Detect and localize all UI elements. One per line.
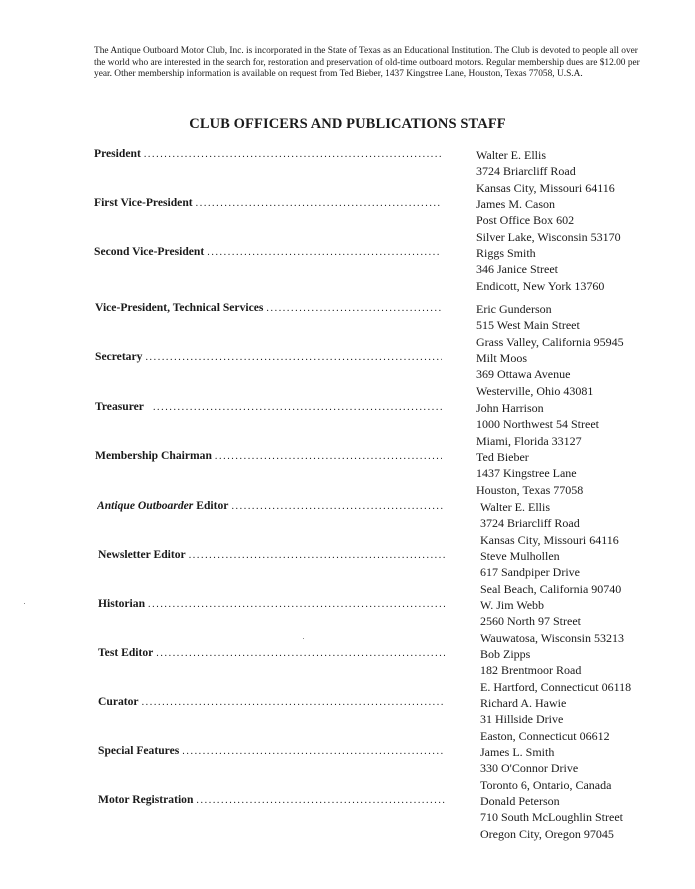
- officer-street: 330 O'Connor Drive: [480, 761, 579, 776]
- officer-address: [480, 499, 680, 548]
- officer-title-text: First Vice-President: [94, 196, 193, 209]
- dot-leader: [142, 697, 445, 708]
- officer-title-text: Curator: [98, 695, 139, 708]
- officer-address: [476, 196, 676, 245]
- dot-leader: [266, 303, 442, 314]
- officer-title: [98, 597, 445, 610]
- officer-name: Bob Zipps: [480, 647, 531, 661]
- officer-city: Kansas City, Missouri 64116: [476, 180, 615, 195]
- officer-title: [98, 548, 445, 561]
- officer-street: 3724 Briarcliff Road: [476, 164, 576, 179]
- officer-street: 515 West Main Street: [476, 318, 580, 333]
- dot-leader: [189, 550, 445, 561]
- officer-address: [480, 597, 680, 646]
- officer-title-text: Treasurer: [95, 400, 144, 413]
- officer-title-text: Historian: [98, 597, 146, 610]
- officer-title: [94, 147, 441, 160]
- officer-address: [480, 548, 680, 597]
- officer-address: [480, 646, 680, 695]
- officer-name: Milt Moos: [476, 351, 528, 365]
- dot-leader: [196, 795, 445, 806]
- officer-street: 710 South McLoughlin Street: [480, 810, 623, 825]
- officer-street: 3724 Briarcliff Road: [480, 516, 580, 531]
- officer-title-text: Special Features: [98, 744, 180, 757]
- officer-address: [476, 147, 676, 196]
- officer-address: [480, 695, 680, 744]
- officer-title: [95, 350, 442, 363]
- scan-speck: [303, 638, 304, 639]
- dot-leader: [231, 501, 444, 512]
- officer-title-text: Editor: [196, 499, 229, 512]
- officer-name: James L. Smith: [480, 745, 555, 759]
- officer-title: [98, 793, 445, 806]
- officer-city: Grass Valley, California 95945: [476, 334, 624, 349]
- officer-street: 1000 Northwest 54 Street: [476, 417, 599, 432]
- officer-city: Kansas City, Missouri 64116: [480, 532, 619, 547]
- officer-title: [98, 695, 445, 708]
- officer-street: 2560 North 97 Street: [480, 614, 581, 629]
- officer-city: Endicott, New York 13760: [476, 278, 605, 293]
- officer-name: Richard A. Hawie: [480, 696, 567, 710]
- officer-city: Houston, Texas 77058: [476, 482, 584, 497]
- officer-city: Miami, Florida 33127: [476, 433, 582, 448]
- officer-city: Easton, Connecticut 06612: [480, 728, 610, 743]
- dot-leader: [153, 402, 442, 413]
- dot-leader: [144, 149, 441, 160]
- officer-name: Ted Bieber: [476, 450, 529, 464]
- dot-leader: [196, 198, 441, 209]
- officer-title-text: Vice-President, Technical Services: [95, 301, 264, 314]
- officer-city: Wauwatosa, Wisconsin 53213: [480, 630, 624, 645]
- officer-street: 182 Brentmoor Road: [480, 663, 582, 678]
- officer-street: 1437 Kingstree Lane: [476, 466, 577, 481]
- officer-city: Seal Beach, California 90740: [480, 581, 622, 596]
- officer-street: 369 Ottawa Avenue: [476, 367, 571, 382]
- officer-title-text: Secretary: [95, 350, 143, 363]
- officer-name: Eric Gunderson: [476, 302, 552, 316]
- officer-name: W. Jim Webb: [480, 598, 545, 612]
- officer-name: Walter E. Ellis: [476, 148, 547, 162]
- officer-title-text: Second Vice-President: [94, 245, 205, 258]
- officer-city: Toronto 6, Ontario, Canada: [480, 777, 612, 792]
- officer-title: [95, 301, 442, 314]
- officer-city: Silver Lake, Wisconsin 53170: [476, 229, 621, 244]
- officer-title-text: Test Editor: [98, 646, 154, 659]
- officer-title: [95, 449, 442, 462]
- officer-title-text: Newsletter Editor: [98, 548, 186, 561]
- officer-address: [480, 793, 680, 842]
- officer-title-text: President: [94, 147, 141, 160]
- officer-city: Oregon City, Oregon 97045: [480, 826, 614, 841]
- dot-leader: [207, 247, 441, 258]
- officer-title-text: Membership Chairman: [95, 449, 212, 462]
- officer-address: [476, 400, 676, 449]
- officer-name: Donald Peterson: [480, 794, 560, 808]
- officer-city: E. Hartford, Connecticut 06118: [480, 679, 632, 694]
- dot-leader: [145, 352, 442, 363]
- officer-name: Riggs Smith: [476, 246, 536, 260]
- officer-title: [98, 646, 445, 659]
- dot-leader: [148, 599, 445, 610]
- officer-title-text: Motor Registration: [98, 793, 194, 806]
- officer-title: [94, 245, 441, 258]
- officer-address: [476, 301, 676, 350]
- page-heading: CLUB OFFICERS AND PUBLICATIONS STAFF: [189, 116, 506, 132]
- publication-name: Antique Outboarder: [97, 499, 194, 512]
- dot-leader: [156, 648, 445, 659]
- dot-leader: [182, 746, 445, 757]
- officer-street: 346 Janice Street: [476, 262, 558, 277]
- officer-title: [97, 499, 444, 512]
- officer-name: Walter E. Ellis: [480, 500, 551, 514]
- officer-city: Westerville, Ohio 43081: [476, 383, 594, 398]
- officer-address: [476, 245, 676, 294]
- officer-title: [94, 196, 441, 209]
- officer-street: Post Office Box 602: [476, 213, 575, 228]
- officer-address: [476, 350, 676, 399]
- officer-name: John Harrison: [476, 401, 544, 415]
- scan-speck: [24, 603, 25, 604]
- dot-leader: [215, 451, 442, 462]
- officer-address: [480, 744, 680, 793]
- officer-name: Steve Mulhollen: [480, 549, 560, 563]
- officer-title: [98, 744, 445, 757]
- officer-street: 617 Sandpiper Drive: [480, 565, 580, 580]
- officer-name: James M. Cason: [476, 197, 555, 211]
- officer-address: [476, 449, 676, 498]
- officer-street: 31 Hillside Drive: [480, 712, 564, 727]
- officer-title: [95, 400, 442, 413]
- intro-paragraph: The Antique Outboard Motor Club, Inc. is incorporated in the State of Texas as an Educational Institution. The Club is devoted to people all over the world who are interested in the search for, restoration and preservation of old-time outboard motors. Regular membership dues are $12.00 per year. Other membership information is available on request from Ted Bieber, 1437 Kingstree Lane, Houston, Texas 77058, U.S.A.: [94, 46, 640, 80]
